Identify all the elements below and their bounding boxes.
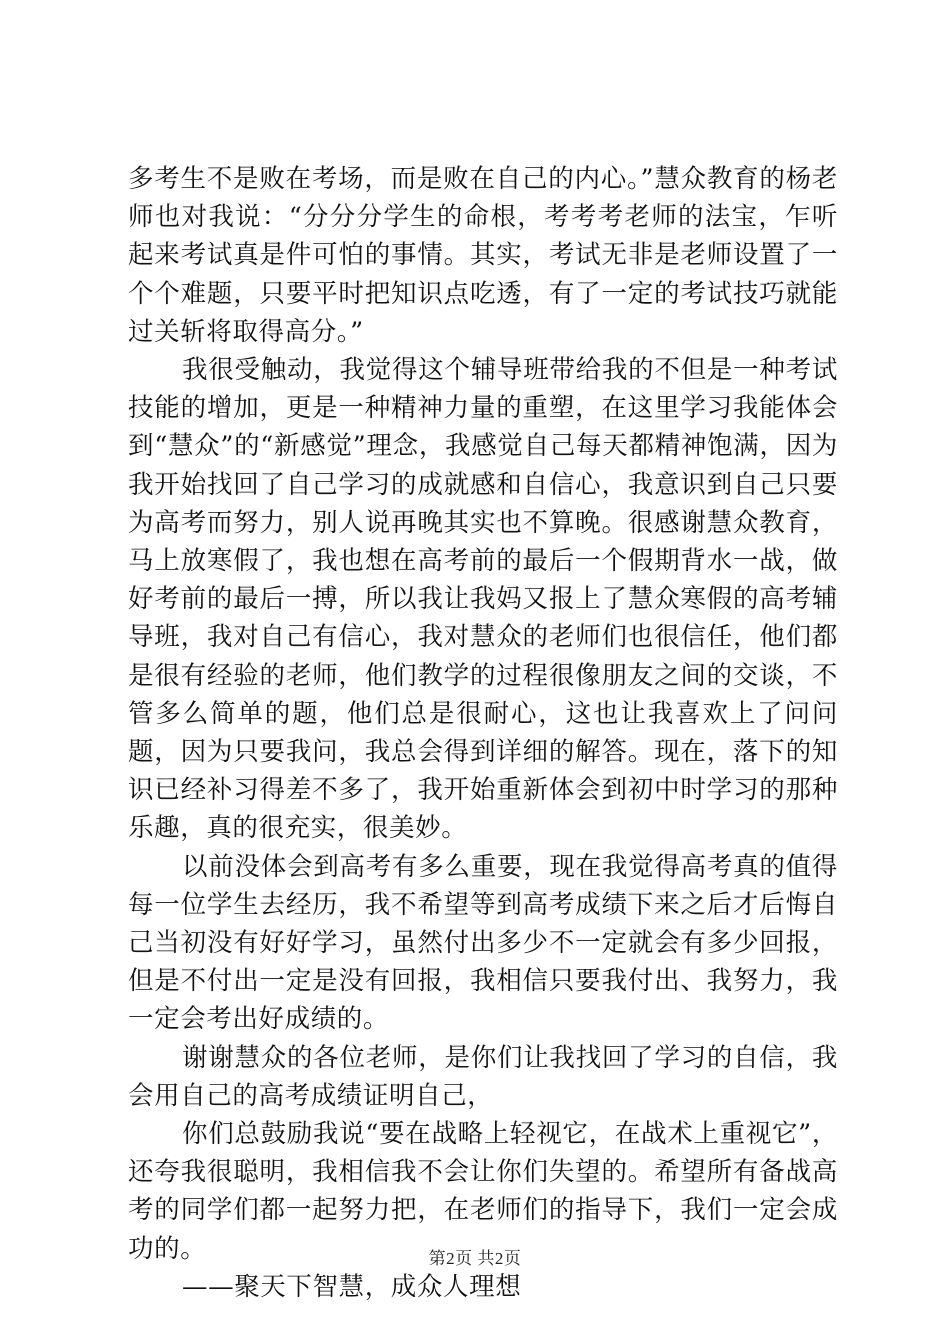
paragraph-3: 以前没体会到高考有多么重要，现在我觉得高考真的值得每一位学生去经历，我不希望等到高考成绩下来之后才后悔自己当初没有好好学习，虽然付出多少不一定就会有多少回报，但是不付出一定是没有回报，我相信只要我付出、我努力，我一定会考出好成绩的。 xyxy=(128,851,838,1035)
paragraph-4: 谢谢慧众的各位老师，是你们让我找回了学习的自信，我会用自己的高考成绩证明自己， xyxy=(128,1042,838,1111)
closing-motto: ——聚天下智慧，成众人理想 xyxy=(182,1271,522,1302)
document-body xyxy=(128,160,838,1306)
paragraph-2: 我很受触动，我觉得这个辅导班带给我的不但是一种考试技能的增加，更是一种精神力量的重塑，在这里学习我能体会到“慧众”的“新感觉”理念，我感觉自己每天都精神饱满，因为我开始找回了自己学习的成就感和自信心，我意识到自己只要为高考而努力，别人说再晚其实也不算晚。很感谢慧众教育，马上放寒假了，我也想在高考前的最后一个假期背水一战，做好考前的最后一搏，所以我让我妈又报上了慧众寒假的高考辅导班，我对自己有信心，我对慧众的老师们也很信任，他们都是很有经验的老师，他们教学的过程很像朋友之间的交谈，不管多么简单的题，他们总是很耐心，这也让我喜欢上了问问题，因为只要我问，我总会得到详细的解答。现在，落下的知识已经补习得差不多了，我开始重新体会到初中时学习的那种乐趣，真的很充实，很美妙。 xyxy=(128,355,838,844)
paragraph-1: 多考生不是败在考场，而是败在自己的内心。”慧众教育的杨老师也对我说：“分分分学生的命根，考考考老师的法宝，乍听起来考试真是件可怕的事情。其实，考试无非是老师设置了一个个难题，只要平时把知识点吃透，有了一定的考试技巧就能过关斩将取得高分。” xyxy=(128,164,838,347)
page-number-footer: 第2页 共2页 xyxy=(428,1249,522,1268)
paragraph-5: 你们总鼓励我说“要在战略上轻视它，在战术上重视它”，还夸我很聪明，我相信我不会让你们失望的。希望所有备战高考的同学们都一起努力把，在老师们的指导下，我们一定会成功的。 xyxy=(128,1119,838,1264)
